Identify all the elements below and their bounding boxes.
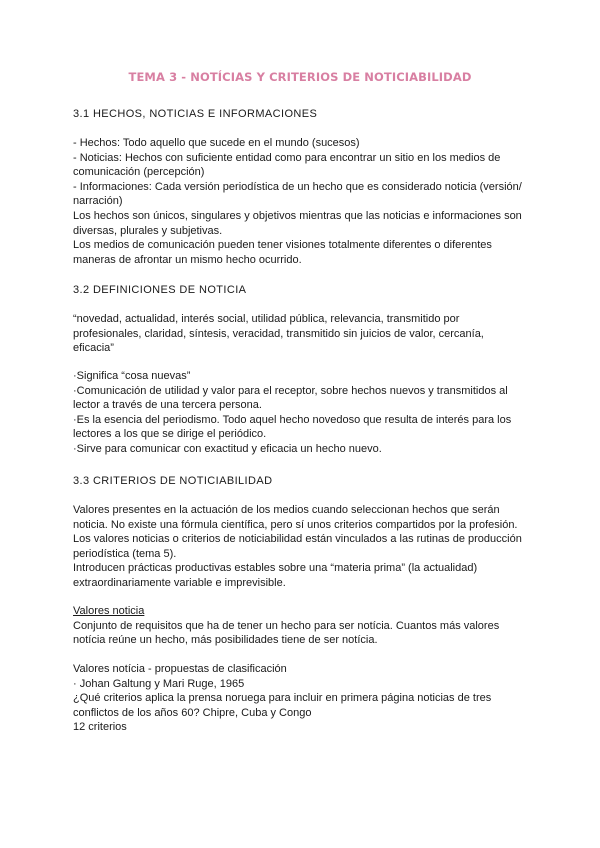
paragraph-line: narración) xyxy=(73,195,123,208)
document-title: TEMA 3 - NOTÍCIAS Y CRITERIOS DE NOTICIABILIDAD xyxy=(128,70,472,84)
classification-block xyxy=(73,662,543,735)
paragraph-line: conflictos de los años 60? Chipre, Cuba y Congo xyxy=(73,706,312,719)
bullet-line: lector a través de una tercera persona. xyxy=(73,399,262,412)
section-heading-3-1: 3.1 HECHOS, NOTICIAS E INFORMACIONES xyxy=(73,108,318,120)
section-heading-3-2: 3.2 DEFINICIONES DE NOTICIA xyxy=(73,284,247,296)
valores-noticia-heading: Valores noticia xyxy=(73,605,145,617)
paragraph-line: - Noticias: Hechos con suficiente entidad como para encontrar un sitio en los medios de xyxy=(73,151,501,164)
bullet-line: ·Es la esencia del periodismo. Todo aquel hecho novedoso que resulta de interés para los xyxy=(73,413,512,426)
paragraph-line: Valores presentes en la actuación de los medios cuando seleccionan hechos que serán xyxy=(73,504,500,516)
definition-quote xyxy=(73,312,543,356)
valores-noticia-block xyxy=(73,604,543,648)
quote-line: profesionales, claridad, síntesis, veracidad, transmitido sin juicios de valor, cercanía, xyxy=(73,327,484,340)
paragraph-line: Los medios de comunicación pueden tener visiones totalmente diferentes o diferentes xyxy=(73,239,492,252)
section-3-1-body xyxy=(73,136,543,267)
definition-bullets xyxy=(73,369,543,457)
bullet-line: ·Sirve para comunicar con exactitud y eficacia un hecho nuevo. xyxy=(73,442,382,455)
paragraph-line: extraordinariamente variable e imprevisible. xyxy=(73,576,286,589)
paragraph-line: ¿Qué criterios aplica la prensa noruega para incluir en primera página noticias de tres xyxy=(73,692,492,705)
paragraph-line: diversas, plurales y subjetivas. xyxy=(73,224,223,237)
paragraph-line: - Informaciones: Cada versión periodística de un hecho que es considerado noticia (versión/ xyxy=(73,180,522,193)
paragraph-line: Los valores noticias o criterios de noticiabilidad están vinculados a las rutinas de producción xyxy=(73,533,522,546)
quote-line: “novedad, actualidad, interés social, utilidad pública, relevancia, transmitido por xyxy=(73,313,460,325)
paragraph-line: · Johan Galtung y Mari Ruge, 1965 xyxy=(73,677,245,690)
paragraph-line: maneras de afrontar un mismo hecho ocurrido. xyxy=(73,253,302,266)
paragraph-line: 12 criterios xyxy=(73,721,127,734)
bullet-line: lectores a los que se dirige el periódico. xyxy=(73,428,267,441)
paragraph-line: notícia reúne un hecho, más posibilidades tiene de ser notícia. xyxy=(73,634,378,647)
paragraph-line: periodística (tema 5). xyxy=(73,547,177,560)
paragraph-line: Conjunto de requisitos que ha de tener un hecho para ser notícia. Cuantos más valores xyxy=(73,619,500,632)
section-heading-3-3: 3.3 CRITERIOS DE NOTICIABILIDAD xyxy=(73,475,273,487)
bullet-line: ·Comunicación de utilidad y valor para el receptor, sobre hechos nuevos y transmitidos al xyxy=(73,384,508,397)
bullet-line: ·Significa “cosa nuevas” xyxy=(73,370,191,382)
paragraph-line: noticia. No existe una fórmula científica, pero sí unos criterios compartidos por la profesión. xyxy=(73,518,518,531)
paragraph-line: Los hechos son únicos, singulares y objetivos mientras que las noticias e informaciones son xyxy=(73,209,522,222)
paragraph-line: Valores notícia - propuestas de clasificación xyxy=(73,663,287,675)
paragraph-line: - Hechos: Todo aquello que sucede en el mundo (sucesos) xyxy=(73,137,360,149)
section-3-3-body xyxy=(73,503,543,591)
paragraph-line: Introducen prácticas productivas estables sobre una “materia prima” (la actualidad) xyxy=(73,562,478,575)
quote-line: eficacia” xyxy=(73,342,114,355)
paragraph-line: comunicación (percepción) xyxy=(73,166,205,179)
